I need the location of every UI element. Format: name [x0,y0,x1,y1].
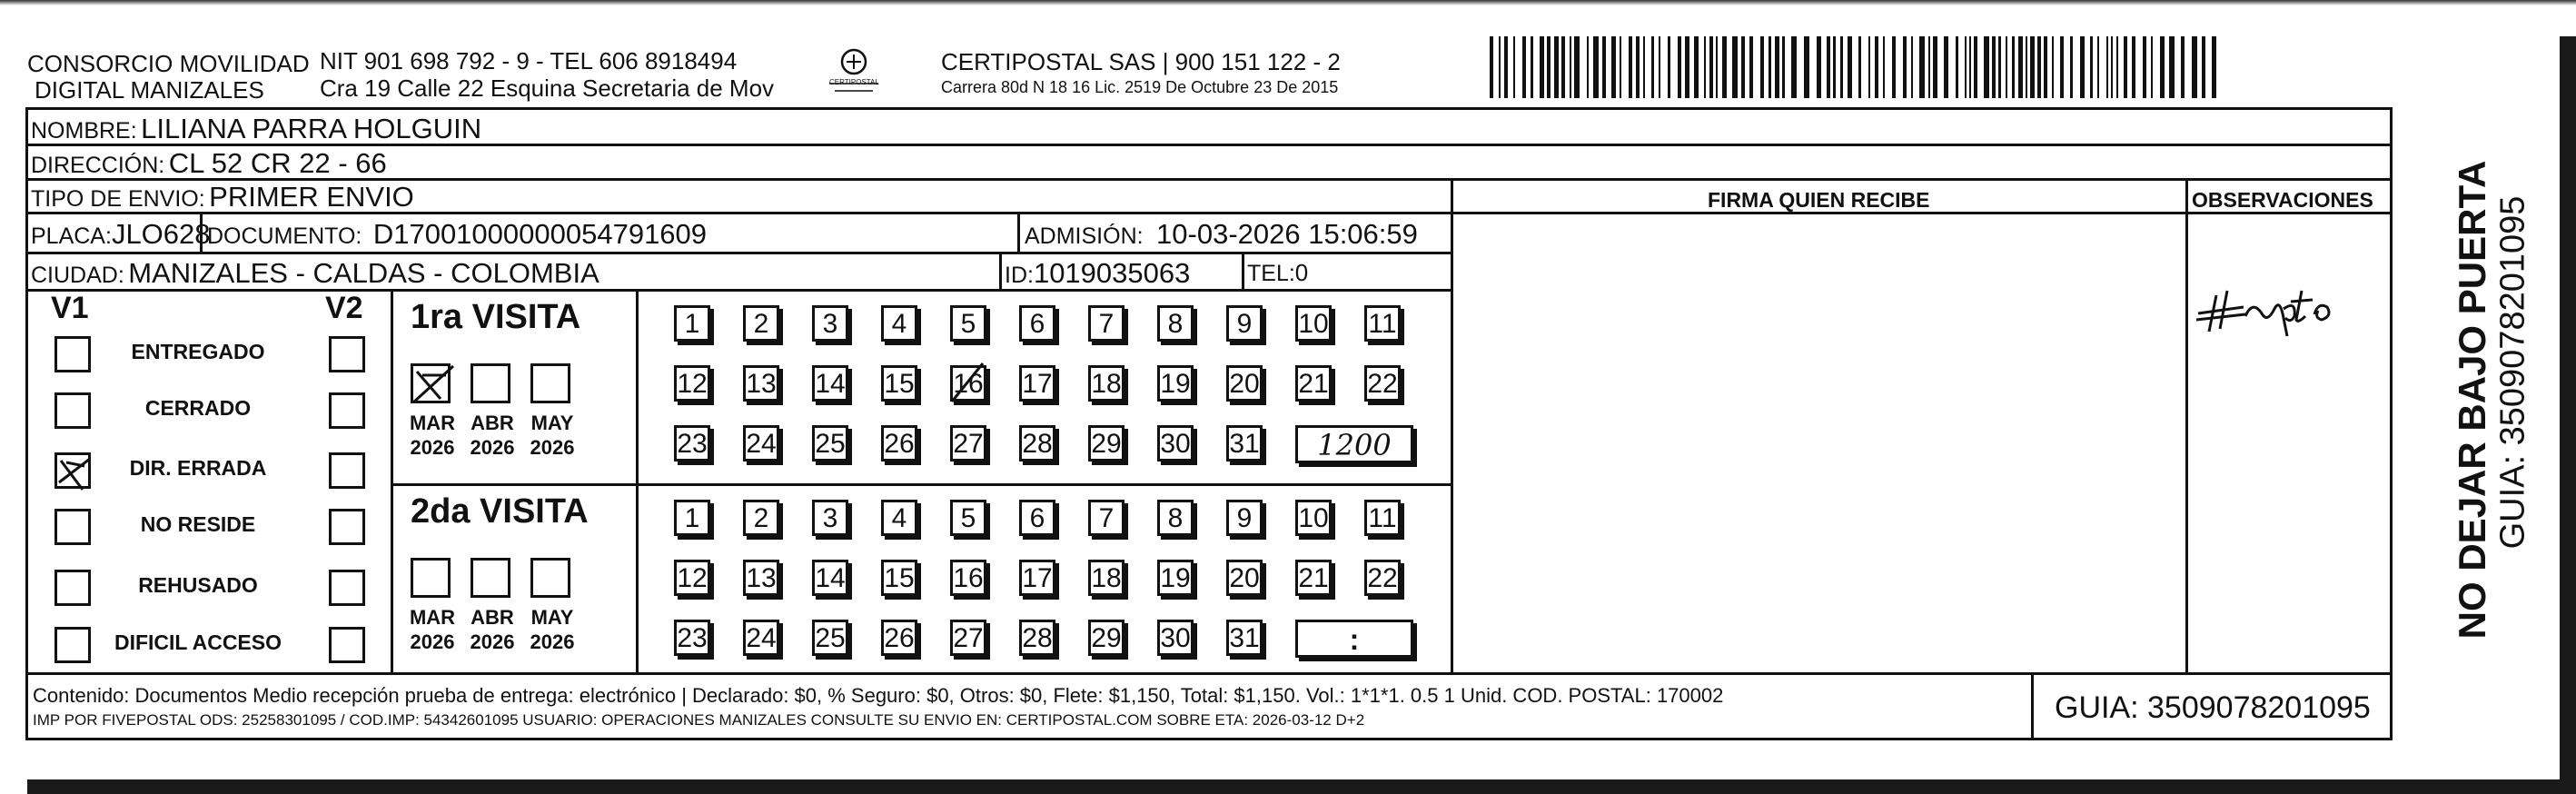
month-checkbox[interactable] [530,558,570,598]
day-box[interactable]: 27 [950,425,986,462]
certipostal-logo: CERTIPOSTAL [822,44,886,100]
day-box[interactable]: 12 [674,560,710,596]
v2-checkbox[interactable] [329,509,365,545]
month-checkbox[interactable] [471,363,510,403]
day-box[interactable]: 30 [1157,620,1194,656]
status-label: REHUSADO [138,573,258,597]
day-box[interactable]: 15 [881,560,917,596]
v2-checkbox[interactable] [329,570,365,606]
day-box[interactable]: 10 [1295,500,1332,536]
side-guia: GUIA: 3509078201095 [2493,195,2532,550]
day-box[interactable]: 20 [1226,560,1263,596]
day-box[interactable]: 24 [743,620,779,656]
scan-bottom-edge [27,779,2576,794]
observation-handwriting [2189,263,2380,336]
v2-checkbox[interactable] [329,627,365,663]
day-box[interactable]: 27 [950,620,986,656]
day-box[interactable]: 13 [743,365,779,402]
day-box[interactable]: 8 [1157,305,1194,342]
v1-checkbox[interactable] [54,392,91,429]
status-label: DIFICIL ACCESO [114,630,282,654]
time-value: 1200 [1317,428,1392,462]
day-box[interactable]: 24 [743,425,779,462]
scan-top-edge [0,0,2576,5]
day-box[interactable]: 21 [1295,560,1332,596]
v2-checkbox[interactable] [329,336,365,372]
v1-checkbox[interactable] [54,336,91,372]
day-box[interactable]: 16 [950,365,986,402]
day-box[interactable]: 2 [743,305,779,342]
carrier-info: CERTIPOSTAL SAS | 900 151 122 - 2 Carrera 80d N 18 16 Lic. 2519 De Octubre 23 De 2015 [941,48,1341,96]
day-box[interactable]: 28 [1019,620,1055,656]
day-box[interactable]: 14 [812,365,848,402]
day-box[interactable]: 22 [1364,365,1401,402]
month-label: ABR 2026 [470,412,515,459]
day-box[interactable]: 25 [812,425,848,462]
day-box[interactable]: 1 [674,500,710,536]
status-label: DIR. ERRADA [129,456,267,480]
v2-checkbox[interactable] [329,392,365,429]
barcode [1490,36,2216,98]
nombre-row: NOMBRE: LILIANA PARRA HOLGUIN [31,113,482,144]
v1-checkbox[interactable] [54,509,91,545]
v1-checkbox[interactable] [54,570,91,606]
v2-label: V2 [325,291,363,325]
day-box[interactable]: 25 [812,620,848,656]
v1-checkbox[interactable] [54,627,91,663]
day-box[interactable]: 29 [1088,425,1125,462]
day-box[interactable]: 6 [1019,500,1055,536]
month-label: MAR 2026 [409,606,456,653]
month-label: MAY 2026 [530,412,575,459]
status-label: NO RESIDE [140,512,256,536]
day-box[interactable]: 7 [1088,305,1125,342]
month-checkbox[interactable] [411,363,451,403]
month-checkbox[interactable] [471,558,510,598]
day-box[interactable]: 8 [1157,500,1194,536]
month-checkbox[interactable] [530,363,570,403]
firma-header: FIRMA QUIEN RECIBE [1708,188,1930,212]
scan-right-edge [2560,36,2576,794]
day-box[interactable]: 9 [1226,305,1263,342]
day-box[interactable]: 20 [1226,365,1263,402]
day-box[interactable]: 31 [1226,620,1263,656]
day-box[interactable]: 26 [881,620,917,656]
day-box[interactable]: 6 [1019,305,1055,342]
day-box[interactable]: 18 [1088,560,1125,596]
day-box[interactable]: 15 [881,365,917,402]
ciudad-field: CIUDAD: MANIZALES - CALDAS - COLOMBIA [31,257,599,289]
day-check-mark [946,362,990,405]
day-box[interactable]: 30 [1157,425,1194,462]
day-box[interactable]: 4 [881,500,917,536]
day-box[interactable]: 12 [674,365,710,402]
day-box[interactable]: 5 [950,305,986,342]
tipo-envio-row: TIPO DE ENVIO: PRIMER ENVIO [31,181,414,213]
company-name: CONSORCIO MOVILIDAD DIGITAL MANIZALES [27,50,310,104]
id-field: ID:1019035063 [1005,257,1191,289]
time-value: : [1349,623,1360,656]
day-box[interactable]: 17 [1019,365,1055,402]
documento-field: DOCUMENTO: D17001000000054791609 [207,218,708,250]
day-box[interactable]: 4 [881,305,917,342]
day-box[interactable]: 7 [1088,500,1125,536]
visit-title: 1ra VISITA [411,298,581,336]
status-label: ENTREGADO [131,340,265,363]
month-label: ABR 2026 [470,606,515,653]
v1-label: V1 [51,291,89,325]
day-box[interactable]: 11 [1364,305,1401,342]
day-box[interactable]: 10 [1295,305,1332,342]
status-label: CERRADO [144,396,252,420]
day-box[interactable]: 29 [1088,620,1125,656]
day-box[interactable]: 31 [1226,425,1263,462]
footer-imp-line: IMP POR FIVEPOSTAL ODS: 25258301095 / COD.IMP: 54342601095 USUARIO: OPERACIONES MANIZALES CONSULTE SU ENVIO EN: CERTIPOSTAL.COM SOBRE ETA: 2026-03-12 D+2 [33,711,1365,729]
visit-title: 2da VISITA [411,492,589,531]
day-box[interactable]: 22 [1364,560,1401,596]
day-box[interactable]: 19 [1157,560,1194,596]
tel-field: TEL:0 [1247,259,1309,286]
day-box[interactable]: 17 [1019,560,1055,596]
time-box[interactable] [1295,620,1413,658]
day-box[interactable]: 11 [1364,500,1401,536]
day-box[interactable]: 9 [1226,500,1263,536]
day-box[interactable]: 13 [743,560,779,596]
v2-checkbox[interactable] [329,452,365,489]
day-box[interactable]: 1 [674,305,710,342]
admision-field: ADMISIÓN: 10-03-2026 15:06:59 [1025,218,1418,250]
day-box[interactable]: 21 [1295,365,1332,402]
day-box[interactable]: 19 [1157,365,1194,402]
day-box[interactable]: 26 [881,425,917,462]
day-box[interactable]: 16 [950,560,986,596]
company-nit: NIT 901 698 792 - 9 - TEL 606 8918494 Cra 19 Calle 22 Esquina Secretaria de Mov [320,47,775,102]
placa-field: PLACA:JLO628 [31,218,211,250]
month-label: MAR 2026 [409,412,456,459]
month-label: MAY 2026 [530,606,575,653]
day-box[interactable]: 5 [950,500,986,536]
day-box[interactable]: 2 [743,500,779,536]
direccion-row: DIRECCIÓN: CL 52 CR 22 - 66 [31,147,387,179]
footer-content-line: Contenido: Documentos Medio recepción prueba de entrega: electrónico | Declarado: $0, % Seguro: $0, Otros: $0, Flete: $1,150, Total: $1,150. Vol.: 1*1*1. 0.5 1 Unid. COD. POSTAL: 170002 [33,684,1724,707]
month-checkbox[interactable] [411,558,451,598]
day-box[interactable]: 23 [674,425,710,462]
day-box[interactable]: 18 [1088,365,1125,402]
day-box[interactable]: 23 [674,620,710,656]
day-box[interactable]: 28 [1019,425,1055,462]
no-dejar-bajo-puerta: NO DEJAR BAJO PUERTA [2451,160,2493,640]
time-box[interactable] [1295,425,1413,463]
day-box[interactable]: 14 [812,560,848,596]
day-box[interactable]: 3 [812,500,848,536]
v1-checkbox[interactable] [54,452,91,489]
day-box[interactable]: 3 [812,305,848,342]
footer-guia: GUIA: 3509078201095 [2055,690,2371,725]
observaciones-header: OBSERVACIONES [2192,188,2373,212]
